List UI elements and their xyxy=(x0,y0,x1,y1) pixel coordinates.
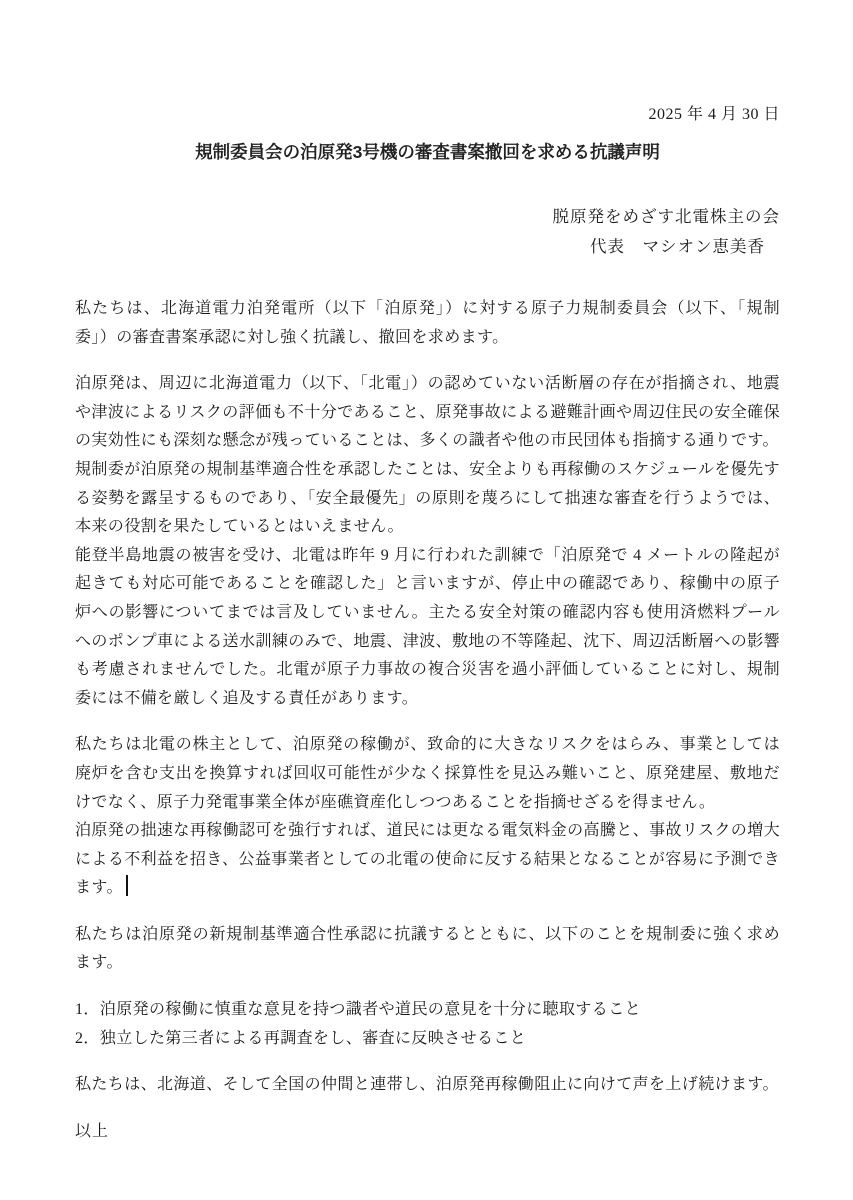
demand-text[interactable]: 2．独立した第三者による再調査をし、審査に反映させること xyxy=(75,1029,527,1047)
paragraph-text[interactable]: 能登半島地震の被害を受け、北電は昨年 9 月に行われた訓練で「泊原発で 4 メートルの隆起が起きても対応可能であることを確認した」と言いますが、停止中の確認であり、稼働中の原子炉への影響についてまでは言及していません。主たる安全対策の確認内容も使用済燃料プールへのポンプ車による送水訓練のみで、地震、津波、敷地の不等隆起、沈下、周辺活断層への影響も考慮されませんでした。北電が原子力事故の複合災害を過小評価していることに対し、規制委には不備を厳しく追及する責任があります。 xyxy=(75,546,780,707)
paragraph-text[interactable]: 泊原発の拙速な再稼働認可を強行すれば、道民には更なる電気料金の高騰と、事故リスクの増大による不利益を招き、公益事業者としての北電の使命に反する結果となることが容易に予測できます。 xyxy=(75,822,780,897)
organization-name[interactable]: 脱原発をめざす北電株主の会 xyxy=(552,207,780,226)
paragraph-intro xyxy=(75,295,780,352)
date-text[interactable]: 2025 年 4 月 30 日 xyxy=(648,106,780,123)
paragraph-text[interactable]: 私たちは泊原発の新規制基準適合性承認に抗議するとともに、以下のことを規制委に強く求めます。 xyxy=(75,925,780,972)
paragraph-solidarity xyxy=(75,1071,780,1100)
paragraph-text[interactable]: 私たちは、北海道、そして全国の仲間と連帯し、泊原発再稼働阻止に向けて声を上げ続けます。 xyxy=(75,1076,779,1094)
paragraph-noto-quake xyxy=(75,542,780,714)
title-text[interactable]: 規制委員会の泊原発3号機の審査書案撤回を求める抗議声明 xyxy=(195,142,660,162)
signature-representative xyxy=(75,232,780,262)
paragraph-text[interactable]: 規制委が泊原発の規制基準適合性を承認したことは、安全よりも再稼働のスケジュールを優先する姿勢を露呈するものであり、「安全最優先」の原則を蔑ろにして拙速な審査を行うようでは、本来の役割を果たしているとはいえません。 xyxy=(75,460,780,536)
closing-mark xyxy=(75,1118,780,1147)
document-date xyxy=(75,103,780,127)
paragraph-text[interactable]: 私たちは、北海道電力泊発電所（以下「泊原発」）に対する原子力規制委員会（以下、「規制委」）の審査書案承認に対し強く抗議し、撤回を求めます。 xyxy=(75,300,780,346)
document-body xyxy=(75,295,780,1146)
paragraph-restart-consequence xyxy=(75,817,780,903)
document-title xyxy=(75,139,780,165)
paragraph-demands-intro xyxy=(75,921,780,978)
text-cursor xyxy=(126,875,128,896)
paragraph-schedule-priority xyxy=(75,456,780,542)
representative-name[interactable]: 代表 マシオン恵美香 xyxy=(590,237,765,256)
demand-item-1 xyxy=(75,996,780,1025)
paragraph-text[interactable]: 私たちは北電の株主として、泊原発の稼働が、致命的に大きなリスクをはらみ、事業としては廃炉を含む支出を換算すれば回収可能性が少なく採算性を見込み難いこと、原発建屋、敷地だけでなく、原子力発電事業全体が座礁資産化しつつあることを指摘せざるを得ません。 xyxy=(75,736,780,811)
paragraph-text[interactable]: 泊原発は、周辺に北海道電力（以下、「北電」）の認めていない活断層の存在が指摘され、地震や津波によるリスクの評価も不十分であること、原発事故による避難計画や周辺住民の安全確保の実効性にも深刻な懸念が残っていることは、多くの識者や他の市民団体も指摘する通りです。 xyxy=(75,375,780,450)
paragraph-shareholder-view xyxy=(75,731,780,817)
demand-item-2 xyxy=(75,1025,780,1054)
paragraph-risk-fault xyxy=(75,370,780,456)
signature-organization xyxy=(75,202,780,232)
closing-text[interactable]: 以上 xyxy=(75,1122,110,1140)
demand-text[interactable]: 1．泊原発の稼働に慎重な意見を持つ識者や道民の意見を十分に聴取すること xyxy=(75,1001,642,1019)
